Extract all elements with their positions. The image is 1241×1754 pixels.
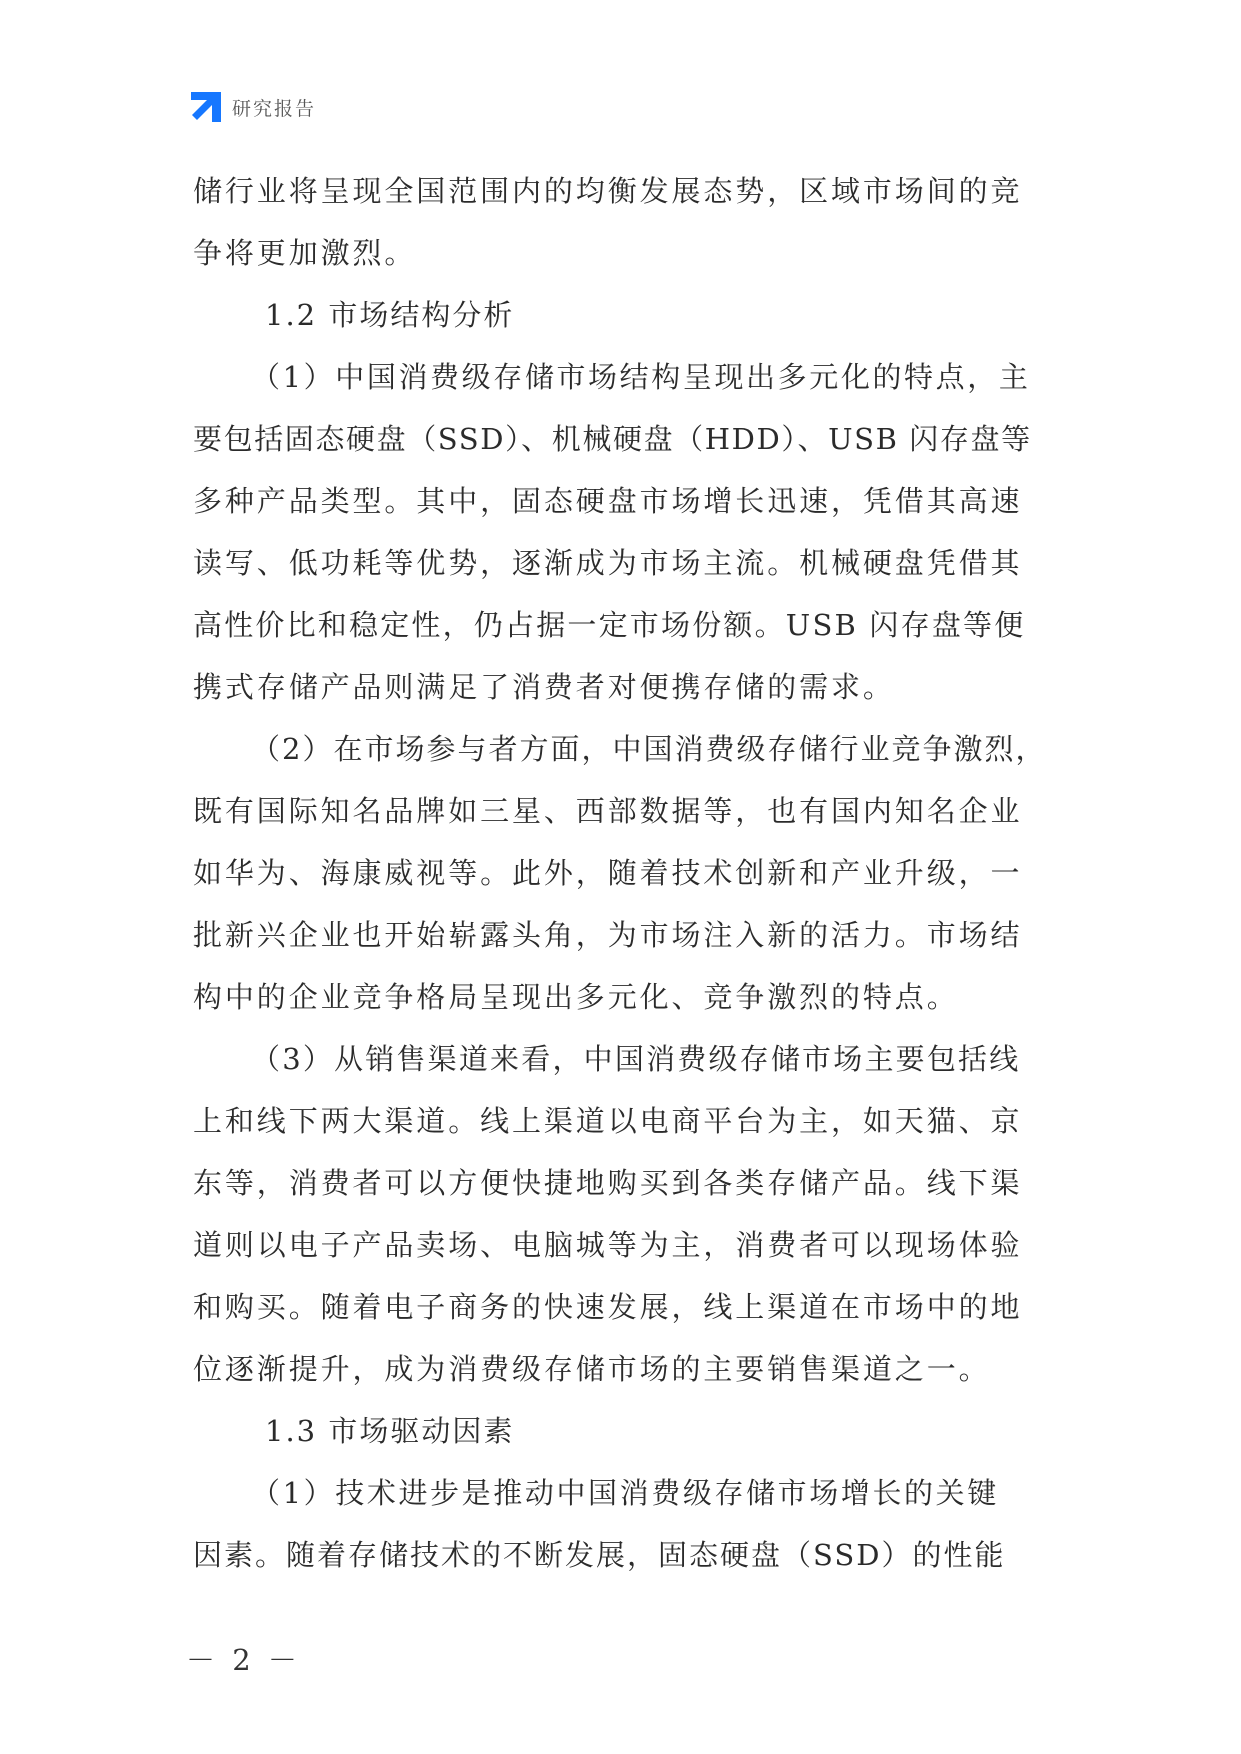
paragraph-line: 既有国际知名品牌如三星、西部数据等，也有国内知名企业 [193, 794, 1023, 828]
paragraph-line: 携式存储产品则满足了消费者对便携存储的需求。 [193, 670, 895, 704]
paragraph-line: 和购买。随着电子商务的快速发展，线上渠道在市场中的地 [193, 1290, 1023, 1324]
report-header [190, 90, 316, 124]
section-heading-1-3: 1.3 市场驱动因素 [265, 1414, 515, 1448]
header-title: 研究报告 [232, 97, 317, 120]
paragraph-line: 储行业将呈现全国范围内的均衡发展态势，区域市场间的竞 [193, 174, 1023, 208]
paragraph-line: 上和线下两大渠道。线上渠道以电商平台为主，如天猫、京 [193, 1104, 1023, 1138]
page-number: － 2 － [186, 1643, 301, 1677]
paragraph-line: （1）技术进步是推动中国消费级存储市场增长的关键 [251, 1476, 999, 1510]
paragraph-line: 高性价比和稳定性，仍占据一定市场份额。USB 闪存盘等便 [193, 608, 1026, 642]
paragraph-line: 如华为、海康威视等。此外，随着技术创新和产业升级，一 [193, 856, 1023, 890]
paragraph-line: （1）中国消费级存储市场结构呈现出多元化的特点，主 [251, 360, 1031, 394]
paragraph-line: 读写、低功耗等优势，逐渐成为市场主流。机械硬盘凭借其 [193, 546, 1023, 580]
paragraph-line: 因素。随着存储技术的不断发展，固态硬盘（SSD）的性能 [193, 1538, 1006, 1572]
paragraph-line: 要包括固态硬盘（SSD）、机械硬盘（HDD）、USB 闪存盘等 [193, 422, 1032, 456]
paragraph-line: 位逐渐提升，成为消费级存储市场的主要销售渠道之一。 [193, 1352, 991, 1386]
paragraph-line: 东等，消费者可以方便快捷地购买到各类存储产品。线下渠 [193, 1166, 1023, 1200]
paragraph-line: 批新兴企业也开始崭露头角，为市场注入新的活力。市场结 [193, 918, 1023, 952]
paragraph-line: 多种产品类型。其中，固态硬盘市场增长迅速，凭借其高速 [193, 484, 1023, 518]
section-heading-1-2: 1.2 市场结构分析 [265, 298, 515, 332]
arrow-up-right-icon [190, 91, 222, 123]
paragraph-line: （3）从销售渠道来看，中国消费级存储市场主要包括线 [251, 1042, 1021, 1076]
paragraph-line: （2）在市场参与者方面，中国消费级存储行业竞争激烈， [251, 732, 1047, 766]
paragraph-line: 构中的企业竞争格局呈现出多元化、竞争激烈的特点。 [193, 980, 959, 1014]
paragraph-line: 争将更加激烈。 [193, 236, 417, 270]
paragraph-line: 道则以电子产品卖场、电脑城等为主，消费者可以现场体验 [193, 1228, 1023, 1262]
document-body [193, 160, 1055, 1586]
